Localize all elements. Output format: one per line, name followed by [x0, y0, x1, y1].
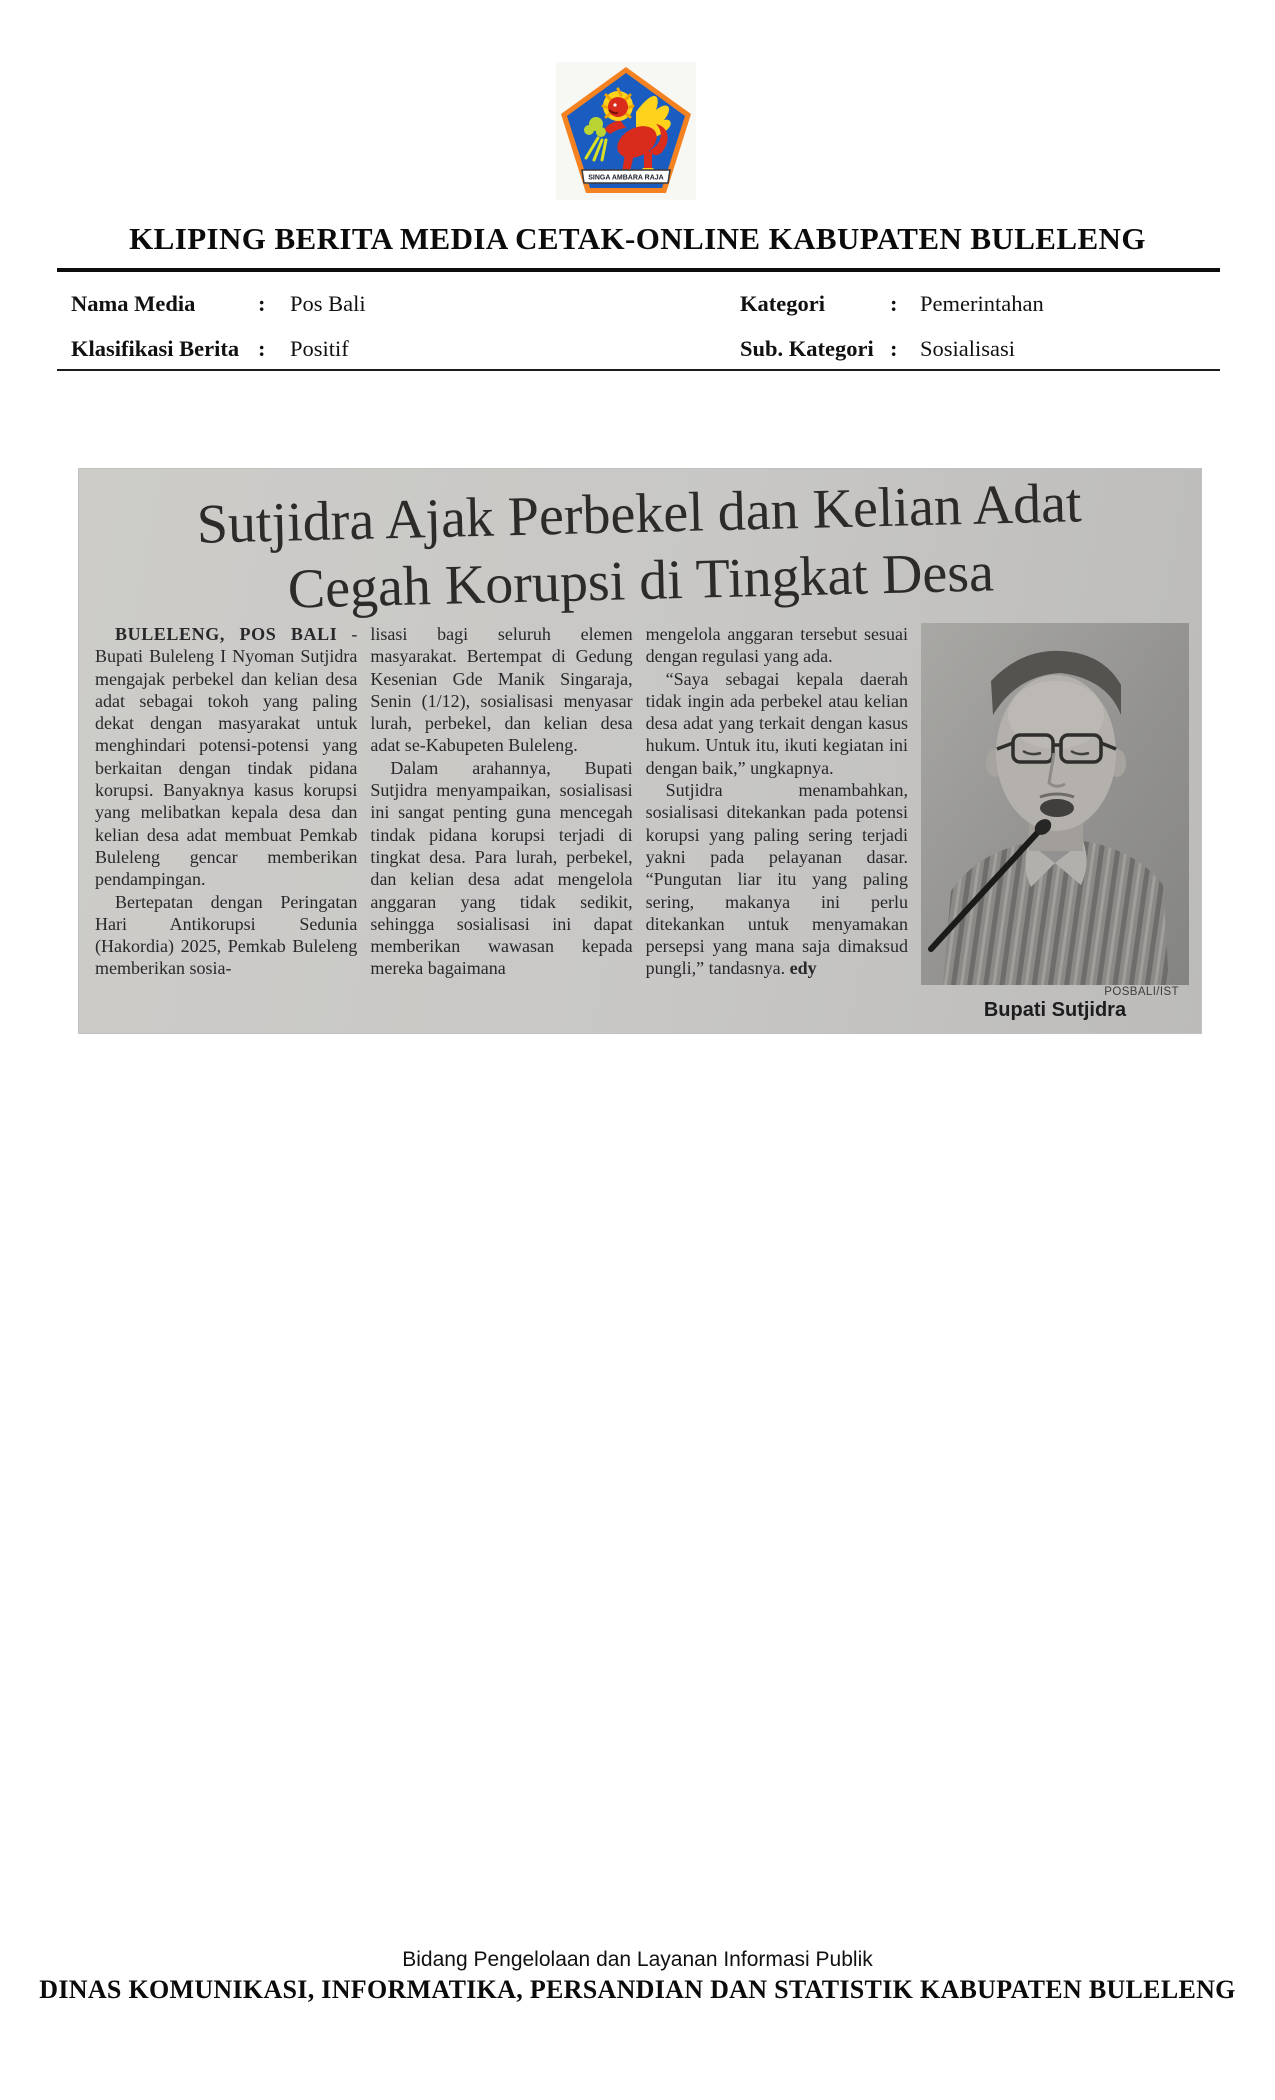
- article-paragraph: Bertepatan dengan Peringatan Hari Antikorupsi Sedunia (Hakordia) 2025, Pemkab Buleleng memberikan sosia-: [95, 891, 358, 979]
- meta-value-klasifikasi: Positif: [290, 335, 349, 361]
- metadata-row-2: [57, 326, 1220, 371]
- meta-label-sub-kategori: Sub. Kategori: [740, 335, 874, 361]
- article-paragraph: lisasi bagi seluruh elemen masyarakat. Bertempat di Gedung Kesenian Gde Manik Singaraja, Senin (1/12), sosialisasi menyasar lurah, perbekel, dan kelian desa adat se-Kabupeten Buleleng.: [370, 624, 633, 756]
- article-paragraph: mengelola anggaran tersebut sesuai dengan regulasi yang ada.: [645, 624, 908, 667]
- document-title: KLIPING BERITA MEDIA CETAK-ONLINE KABUPATEN BULELENG: [129, 221, 1146, 256]
- clipping-headline-line1: Sutjidra Ajak Perbekel dan Kelian Adat: [196, 472, 1083, 556]
- article-dateline: BULELENG, POS BALI: [115, 624, 338, 644]
- photo-caption: Bupati Sutjidra: [983, 999, 1127, 1021]
- article-paragraph: [95, 623, 357, 891]
- header-rule-bottom: [57, 369, 1220, 371]
- meta-separator: :: [258, 335, 266, 361]
- article-paragraph: Dalam arahannya, Bupati Sutjidra menyampaikan, sosialisasi ini sangat penting guna mencegah tindak pidana korupsi terjadi di tingkat desa. Para lurah, perbekel, dan kelian desa adat mengelola anggaran yang tidak sedikit, sehingga sosialisasi ini dapat memberikan wawasan kepada mereka bagaimana: [370, 757, 633, 979]
- meta-label-klasifikasi: Klasifikasi Berita: [71, 335, 240, 361]
- meta-separator: :: [258, 290, 266, 316]
- photo-credit: POSBALI/IST: [1104, 986, 1179, 998]
- footer-division: Bidang Pengelolaan dan Layanan Informasi Publik: [402, 1948, 873, 1971]
- buleleng-coat-of-arms-icon: [556, 62, 696, 200]
- bupati-photo: [921, 623, 1189, 985]
- meta-separator: :: [890, 335, 898, 361]
- article-column-3: [646, 623, 908, 1027]
- footer-agency: DINAS KOMUNIKASI, INFORMATIKA, PERSANDIAN DAN STATISTIK KABUPATEN BULELENG: [39, 1975, 1236, 2004]
- article-paragraph: [646, 779, 908, 980]
- meta-value-sub-kategori: Sosialisasi: [920, 335, 1016, 361]
- meta-value-kategori: Pemerintahan: [920, 290, 1044, 316]
- svg-text:SINGA AMBARA RAJA: SINGA AMBARA RAJA: [588, 174, 664, 182]
- meta-label-kategori: Kategori: [740, 290, 825, 316]
- article-text: Sutjidra menambahkan, sosialisasi ditekankan pada potensi korupsi yang paling sering terjadi yakni pada pelayanan dasar. “Pungutan liar itu yang paling sering, makanya ini perlu ditekankan untuk menyamakan persepsi yang mana saja dimaksud pungli,” tandasnya.: [645, 780, 908, 979]
- metadata-table: [57, 281, 1220, 371]
- meta-value-nama-media: Pos Bali: [290, 290, 366, 316]
- meta-label-nama-media: Nama Media: [71, 290, 196, 316]
- article-paragraph: “Saya sebagai kepala daerah tidak ingin ada perbekel atau kelian desa adat yang terkait dengan kasus hukum. Untuk itu, ikuti kegiatan ini dengan baik,” ungkapnya.: [645, 668, 908, 778]
- logo-ribbon: [582, 170, 670, 183]
- clipping-body: [95, 623, 1189, 1027]
- clipping-headline-line2: Cegah Korupsi di Tingkat Desa: [287, 541, 995, 621]
- clipping-headline: [78, 468, 1202, 629]
- article-column-1: [95, 623, 357, 1027]
- article-text: - Bupati Buleleng I Nyoman Sutjidra mengajak perbekel dan kelian desa adat sebagai tokoh yang paling dekat dengan masyarakat untuk menghindari potensi-potensi yang berkaitan dengan tindak pidana korupsi. Banyaknya kasus korupsi yang melibatkan kepala desa dan kelian desa adat membuat Pemkab Buleleng gencar memberikan pendampingan.: [95, 624, 358, 890]
- meta-separator: :: [890, 290, 898, 316]
- article-author: edy: [789, 958, 817, 979]
- header-rule-top: [57, 268, 1220, 272]
- article-column-2: [370, 623, 632, 1027]
- news-clipping-scan: [78, 468, 1202, 1034]
- photo-column: [921, 623, 1189, 1027]
- metadata-row-1: [57, 281, 1220, 326]
